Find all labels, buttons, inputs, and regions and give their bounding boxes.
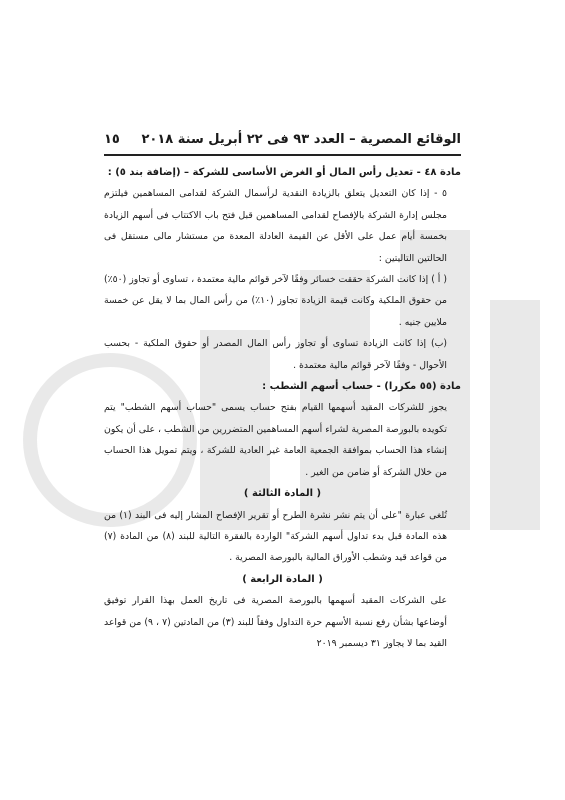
page-header (104, 126, 461, 152)
article-55-text: يجوز للشركات المقيد أسهمها القيام بفتح حساب يسمى "حساب أسهم الشطب" يتم تكويده بالبورصة المصرية لشراء أسهم المساهمين المتضررين من الشطب ، على أن يكون إنشاء هذا الحساب بموافقة الجمعية العامة غير العادية للشركة ، ويتم تمويل هذا الحساب من خلال الشركة أو ضامن من الغير . (104, 402, 447, 478)
page-number: ١٥ (104, 131, 120, 147)
article-3-text: تُلغى عبارة "على أن يتم نشر نشرة الطرح أو تقرير الإفصاح المشار إليه فى البند (١) من هذه المادة قبل بدء تداول أسهم الشركة" الواردة بالفقرة التالية للبند (٨) من المادة (٧) من قواعد قيد وشطب الأوراق المالية بالبورصة المصرية . (104, 509, 447, 564)
article-55-heading: مادة (٥٥ مكررا) - حساب أسهم الشطب : (262, 381, 461, 393)
header-title: الوقائع المصرية – العدد ٩٣ فى ٢٢ أبريل سنة ٢٠١٨ (141, 131, 461, 147)
article-48-heading: مادة ٤٨ - تعديل رأس المال أو الغرض الأساسى للشركة – (إضافة بند ٥) : (107, 167, 461, 178)
article-48-case-b: (ب) إذا كانت الزيادة تساوى أو تجاوز رأس المال المصدر أو حقوق الملكية - بحسب الأحوال - وفقًا لآخر قوائم مالية معتمدة . (104, 338, 447, 371)
article-48-intro: ٥ - إذا كان التعديل يتعلق بالزيادة النقدية لرأسمال الشركة لقدامى المساهمين فيلتزم مجلس إدارة الشركة بالإفصاح لقدامى المساهمين قبل فتح باب الاكتتاب فى أسهم الزيادة بخمسة أيام عمل على الأقل عن القيمة العادلة المعدة من مستشار مالى مستقل فى الحالتين التاليتين : (104, 188, 447, 264)
article-48-case-a: ( أ ) إذا كانت الشركة حققت خسائر وفقًا لآخر قوائم مالية معتمدة ، تساوى أو تجاوز (٥٠٪) من حقوق الملكية وكانت قيمة الزيادة تجاوز (١٠٪) من رأس المال بما لا يقل عن خمسة ملايين جنيه . (104, 274, 447, 328)
article-3-heading: ( المادة الثالثة ) (243, 488, 322, 500)
article-4-heading: ( المادة الرابعة ) (242, 573, 323, 585)
document-body (104, 162, 461, 654)
header-divider (104, 154, 461, 156)
article-4-text: على الشركات المقيد أسهمها بالبورصة المصرية فى تاريخ العمل بهذا القرار توفيق أوضاعها بشأن رفع نسبة الأسهم حرة التداول وفقاً للبند (٣) من المادتين (٧ ، ٩) من قواعد القيد بما لا يجاوز ٣١ ديسمبر ٢٠١٩ (104, 595, 447, 649)
